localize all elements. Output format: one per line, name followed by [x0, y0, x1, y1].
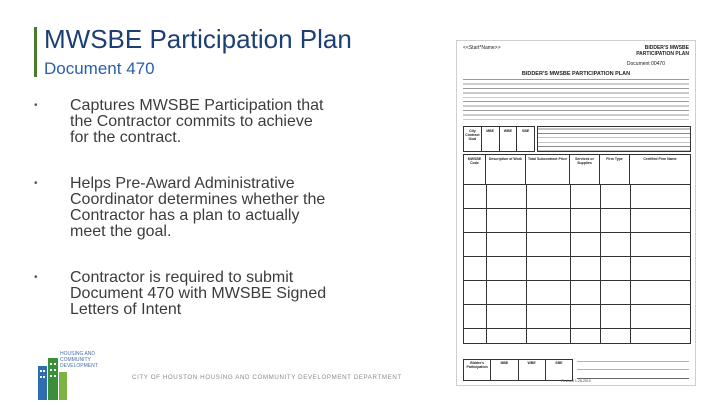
summary-col: SBE [555, 361, 563, 365]
title-accent-bar [34, 27, 37, 77]
table-col: Services or Supplies [570, 155, 600, 184]
doc-instructions-text [463, 78, 689, 122]
bullet-marker: • [34, 100, 38, 111]
bullet-text: Helps Pre-Award Administrative Coordinator determines whether the Contractor has a plan to actually meet the goal. [70, 175, 326, 240]
doc-number: Document 00470 [626, 61, 665, 67]
bullet-text: Captures MWSBE Participation that the Contractor commits to achieve for the contract. [70, 97, 324, 146]
slide-title: MWSBE Participation Plan [44, 24, 352, 54]
document-470-preview [456, 40, 696, 386]
participation-table [463, 154, 691, 344]
bullet-marker: • [34, 178, 38, 189]
doc-header-left: <<Start*Name>> [463, 45, 501, 51]
summary-table [463, 359, 573, 381]
goal-col: WBE [500, 127, 518, 151]
goal-table [463, 126, 535, 152]
logo-wordmark: HOUSING AND COMMUNITY DEVELOPMENT [60, 351, 98, 369]
table-col: Firm Type [600, 155, 630, 184]
bullet-item [34, 176, 334, 240]
footer-department: CITY OF HOUSTON HOUSING AND COMMUNITY DEVELOPMENT DEPARTMENT [132, 374, 402, 381]
summary-col: WBE [519, 360, 546, 380]
goal-col: MBE [482, 127, 500, 151]
doc-notes-box [537, 126, 691, 152]
doc-header-right: BIDDER'S MWSBE PARTICIPATION PLAN [636, 45, 689, 57]
doc-title: BIDDER'S MWSBE PARTICIPATION PLAN [521, 71, 631, 77]
participation-table-rows [464, 185, 690, 343]
participation-table-header [464, 155, 690, 185]
table-col: MWSBE Code [464, 155, 486, 184]
goal-col: SBE [522, 129, 530, 133]
goal-col: City Contract Goal [464, 127, 482, 151]
bullet-text: Contractor is required to submit Document 470 with MWSBE Signed Letters of Intent [70, 269, 327, 318]
table-col: Total Subcontract Price [526, 155, 570, 184]
bullet-marker: • [34, 272, 38, 283]
doc-footer: Revised 1-28-2010 [561, 379, 591, 383]
table-col: Certified Firm Name [643, 157, 677, 161]
summary-col: MBE [491, 360, 518, 380]
slide-subtitle: Document 470 [44, 59, 155, 78]
bullet-item [34, 270, 334, 318]
bullet-item [34, 98, 334, 146]
table-col: Description of Work [486, 155, 526, 184]
summary-col: Bidder's Participation [464, 360, 491, 380]
